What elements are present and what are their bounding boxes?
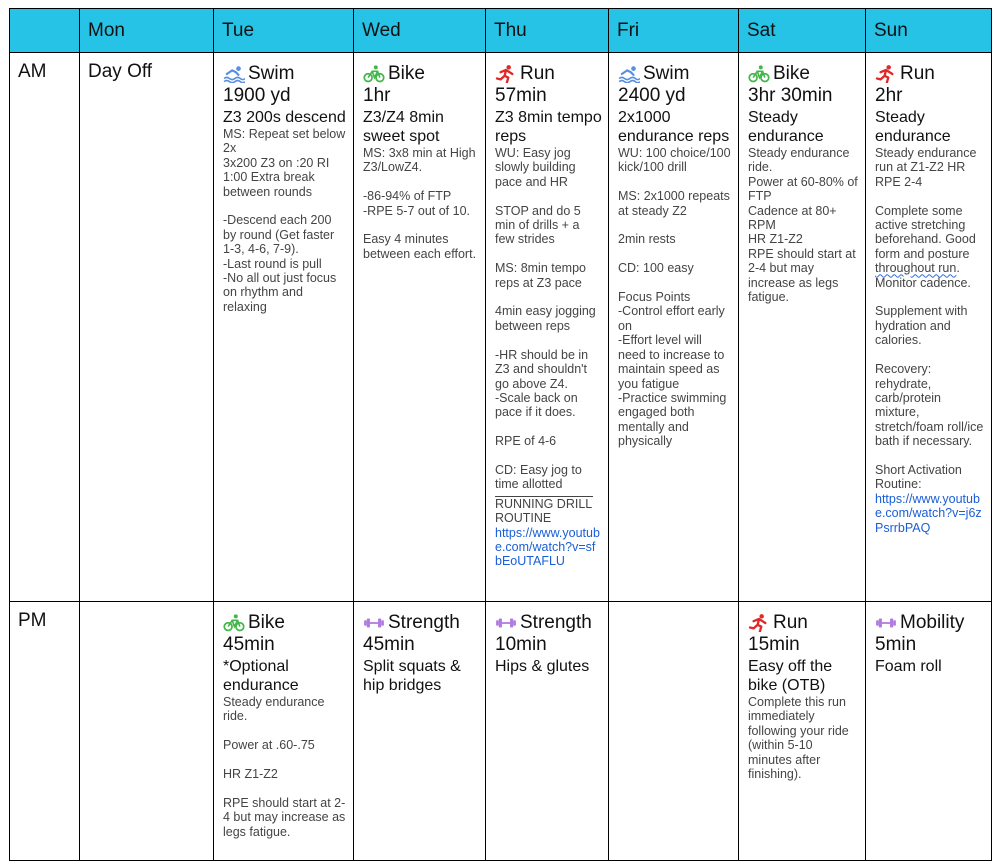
workout-sport: Run <box>900 63 935 84</box>
header-mon: Mon <box>80 9 214 53</box>
run-icon <box>495 65 517 83</box>
workout-sport: Run <box>773 612 808 633</box>
workout-duration: 1hr <box>363 85 391 106</box>
mon-am-day-off: Day Off <box>80 53 214 602</box>
spellcheck-underlined-text: throughout run <box>875 261 957 276</box>
am-row <box>10 53 992 602</box>
wed-am-workout <box>354 53 486 602</box>
workout-sport: Run <box>520 63 555 84</box>
description-part: . Monitor cadence. Supplement with hydration and calories. Recovery: rehydrate, carb/protein mixture, stretch/foam roll/ice bath if necessary. Short Activation Routine: <box>875 261 984 492</box>
sun-am-workout <box>866 53 992 602</box>
header-blank <box>10 9 80 53</box>
workout-description: Steady endurance ride. Power at 60-80% of FTP Cadence at 80+ RPM HR Z1-Z2 RPE should start at 2-4 but may increase as legs fatigue. <box>748 146 858 305</box>
thu-pm-workout <box>486 602 609 861</box>
workout-focus: Z3 8min tempo reps <box>495 109 602 145</box>
fri-pm-empty <box>609 602 739 861</box>
workout-description: MS: 3x8 min at High Z3/LowZ4. -86-94% of FTP -RPE 5-7 out of 10. Easy 4 minutes between each effort. <box>363 146 477 261</box>
workout-sport: Strength <box>520 612 592 633</box>
workout-duration: 3hr 30min <box>748 85 833 106</box>
workout-duration: 2400 yd <box>618 85 686 106</box>
workout-sport: Swim <box>248 63 295 84</box>
swim-icon <box>223 65 245 83</box>
workout-description: WU: 100 choice/100 kick/100 drill MS: 2x1000 repeats at steady Z2 2min rests CD: 100 easy Focus Points -Control effort early on -Effort level will need to increase to maintain speed as you fatigue -Practice swimming engaged both mentally and physically <box>618 146 731 449</box>
fri-am-workout <box>609 53 739 602</box>
bike-icon <box>748 65 770 83</box>
workout-duration: 57min <box>495 85 547 106</box>
workout-focus: *Optional endurance <box>223 658 299 694</box>
workout-focus: 2x1000 endurance reps <box>618 109 730 145</box>
bike-icon <box>363 65 385 83</box>
header-tue: Tue <box>214 9 354 53</box>
header-sat: Sat <box>739 9 866 53</box>
header-sun: Sun <box>866 9 992 53</box>
tue-am-workout <box>214 53 354 602</box>
header-fri: Fri <box>609 9 739 53</box>
workout-description: Complete this run immediately following your ride (within 5-10 minutes after finishing). <box>748 695 849 782</box>
workout-focus: Split squats & hip bridges <box>363 658 461 694</box>
drill-routine-link[interactable]: https://www.youtube.com/watch?v=sfbEoUTAFLU <box>495 525 600 569</box>
workout-duration: 5min <box>875 634 917 655</box>
activation-routine-link[interactable]: https://www.youtube.com/watch?v=j6zPsrrbPAQ <box>875 491 982 535</box>
workout-focus: Z3/Z4 8min sweet spot <box>363 109 444 145</box>
workout-sport: Bike <box>773 63 810 84</box>
workout-description <box>875 146 985 492</box>
description-part: Steady endurance run at Z1-Z2 HR RPE 2-4 Complete some active stretching beforehand. Good form and posture <box>875 146 977 261</box>
header-row <box>10 9 992 53</box>
bike-icon <box>223 614 245 632</box>
workout-duration: 2hr <box>875 85 903 106</box>
sun-pm-workout <box>866 602 992 861</box>
workout-sport: Swim <box>643 63 690 84</box>
workout-description: MS: Repeat set below 2x 3x200 Z3 on :20 RI 1:00 Extra break between rounds -Descend each 200 by round (Get faster 1-3, 4-6, 7-9). -Last round is pull -No all out just focus on rhythm and relaxing <box>223 127 346 314</box>
dumbbell-icon <box>875 614 897 632</box>
workout-duration: 45min <box>223 634 275 655</box>
workout-focus: Easy off the bike (OTB) <box>748 658 833 694</box>
workout-duration: 15min <box>748 634 800 655</box>
row-label-pm: PM <box>10 602 80 861</box>
workout-duration: 45min <box>363 634 415 655</box>
workout-duration: 1900 yd <box>223 85 291 106</box>
workout-focus: Steady endurance <box>748 109 824 145</box>
training-plan-table <box>9 8 992 861</box>
tue-pm-workout <box>214 602 354 861</box>
sat-am-workout <box>739 53 866 602</box>
header-thu: Thu <box>486 9 609 53</box>
wed-pm-workout <box>354 602 486 861</box>
sat-pm-workout <box>739 602 866 861</box>
dumbbell-icon <box>495 614 517 632</box>
workout-sport: Bike <box>248 612 285 633</box>
workout-description: Steady endurance ride. Power at .60-.75 HR Z1-Z2 RPE should start at 2-4 but may increase as legs fatigue. <box>223 695 346 839</box>
row-label-am: AM <box>10 53 80 602</box>
thu-am-workout <box>486 53 609 602</box>
workout-focus: Foam roll <box>875 658 942 675</box>
workout-description: WU: Easy jog slowly building pace and HR STOP and do 5 min of drills + a few strides MS: 8min tempo reps at Z3 pace 4min easy jogging between reps -HR should be in Z3 and shouldn't go above Z4. -Scale back on pace if it does. RPE of 4-6 CD: Easy jog to time allotted <box>495 146 596 492</box>
dumbbell-icon <box>363 614 385 632</box>
run-icon <box>748 614 770 632</box>
workout-focus: Z3 200s descend <box>223 109 346 126</box>
pm-row <box>10 602 992 861</box>
workout-focus: Hips & glutes <box>495 658 590 675</box>
mon-pm-empty <box>80 602 214 861</box>
workout-sport: Mobility <box>900 612 965 633</box>
swim-icon <box>618 65 640 83</box>
workout-duration: 10min <box>495 634 547 655</box>
workout-sport: Strength <box>388 612 460 633</box>
drill-routine-title: RUNNING DRILL ROUTINE <box>495 496 592 526</box>
workout-sport: Bike <box>388 63 425 84</box>
run-icon <box>875 65 897 83</box>
workout-focus: Steady endurance <box>875 109 951 145</box>
header-wed: Wed <box>354 9 486 53</box>
